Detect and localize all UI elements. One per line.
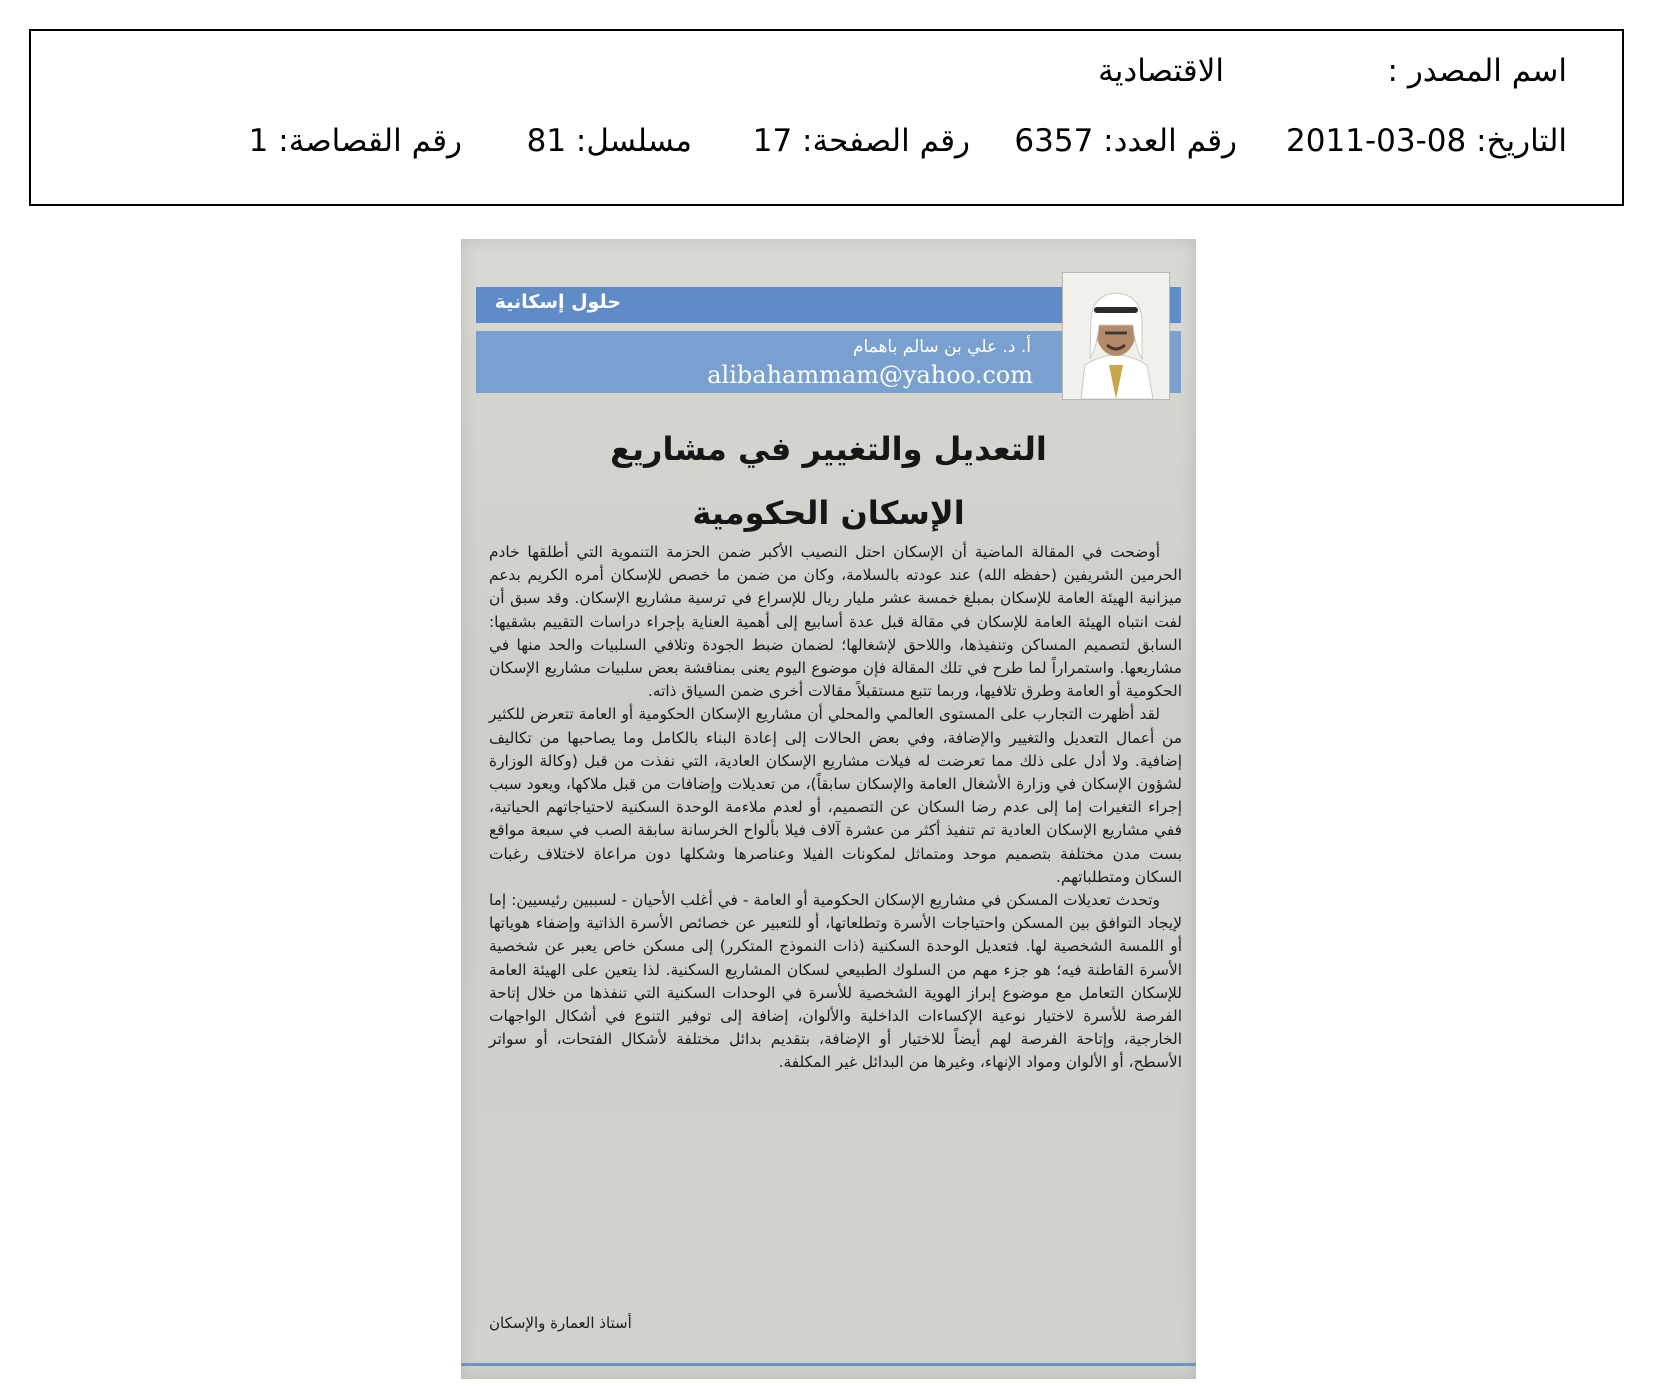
clip-number-field: رقم القصاصة: 1 [248, 123, 462, 159]
issue-field: رقم العدد: 6357 [1014, 123, 1237, 159]
metadata-box [29, 29, 1624, 206]
article-headline [501, 417, 1156, 545]
page-field: رقم الصفحة: 17 [752, 123, 970, 159]
author-name: أ. د. علي بن سالم باهمام [852, 337, 1031, 357]
bottom-rule [461, 1363, 1196, 1366]
article-paragraph: وتحدث تعديلات المسكن في مشاريع الإسكان الحكومية أو العامة - في أغلب الأحيان - لسببين رئيسيين: إما لإيجاد التوافق بين المسكن واحتياجات الأسرة وتطلعاتها، أو للتعبير عن خصائص الأسرة الذاتية وإضفاء هوياتها أو اللمسة الشخصية لها. فتعديل الوحدة السكنية (ذات النموذج المتكرر) إلى مسكن خاص يعبر عن شخصية الأسرة القاطنة فيه؛ هو جزء مهم من السلوك الطبيعي لسكان المشاريع السكنية. لذا يتعين على الهيئة العامة للإسكان التعامل مع موضوع إبراز الهوية الشخصية للأسرة في الوحدات السكنية التي تنفذها من خلال إتاحة الفرصة للأسرة لاختيار نوعية الإكساءات الداخلية والألوان، إضافة إلى توفير التنوع في أشكال الواجهات الخارجية، وإتاحة الفرصة لهم أيضاً للاختيار أو الإضافة، بتقديم بدائل مختلفة لأشكال الفتحات، أو سواتر الأسطح، أو الألوان ومواد الإنهاء، وغيرها من البدائل غير المكلفة. [489, 891, 1182, 1072]
headline-line-2: الإسكان الحكومية [692, 494, 965, 532]
source-label: اسم المصدر : [1387, 53, 1567, 89]
column-title: حلول إسكانية [494, 291, 621, 313]
article-paragraph: لقد أظهرت التجارب على المستوى العالمي والمحلي أن مشاريع الإسكان الحكومية أو العامة تتعرض للكثير من أعمال التعديل والتغيير والإضافة، وفي بعض الحالات إلى إعادة البناء بالكامل وما يصاحبها من تكاليف إضافية. ولا أدل على ذلك مما تعرضت له فيلات مشاريع الإسكان العادية، التي نفذت من قبل (وكالة الوزارة لشؤون الإسكان في وزارة الأشغال العامة والإسكان سابقاً)، من تعديلات وإضافات من قبل ملاكها، ويعود سبب إجراء التغيرات إما إلى عدم رضا السكان عن التصميم، أو لعدم ملاءمة الوحدة السكنية لاحتياجاتهم الحياتية، ففي مشاريع الإسكان العادية تم تنفيذ أكثر من عشرة آلاف فيلا بألواح الخرسانة سابقة الصب في سبعة مواقع بست مدن مختلفة بتصميم موحد ومتماثل لمكونات الفيلا وعناصرها وشكلها دون مراعاة لاختلاف رغبات السكان ومتطلباتهم. [489, 705, 1182, 886]
newspaper-clipping [461, 239, 1196, 1379]
serial-field: مسلسل: 81 [526, 123, 692, 159]
author-photo [1062, 272, 1170, 400]
date-field: التاريخ: 08-03-2011 [1286, 123, 1567, 159]
article-paragraph: أوضحت في المقالة الماضية أن الإسكان احتل النصيب الأكبر ضمن الحزمة التنموية التي أطلقها خادم الحرمين الشريفين (حفظه الله) عند عودته بالسلامة، وكان من ضمن ما خصص للإسكان أمره الكريم بدعم ميزانية الهيئة العامة للإسكان بمبلغ خمسة عشر مليار ريال للإسراع في ترسية مشاريع الإسكان. وقد سبق أن لفت انتباه الهيئة العامة للإسكان في مقالة قبل عدة أسابيع إلى أهمية العناية بإجراء دراسات التقييم بشقيها: السابق لتصميم المساكن وتنفيذها، واللاحق لإشغالها؛ لضمان ضبط الجودة وتلافي السلبيات والحد منها في مشاريعها. واستمراراً لما طرح في تلك المقالة فإن موضوع اليوم يعنى بمناقشة بعض سلبيات مشاريع الإسكان الحكومية أو العامة وطرق تلافيها، وربما تتبع مستقبلاً مقالات أخرى ضمن السياق ذاته. [489, 543, 1182, 701]
article-body [489, 541, 1182, 1075]
author-signature: أستاذ العمارة والإسكان [489, 1314, 632, 1332]
author-portrait-icon [1063, 273, 1169, 399]
headline-line-1: التعديل والتغيير في مشاريع [610, 430, 1047, 468]
author-email: alibahammam@yahoo.com [707, 361, 1033, 389]
source-value: الاقتصادية [1098, 53, 1224, 89]
